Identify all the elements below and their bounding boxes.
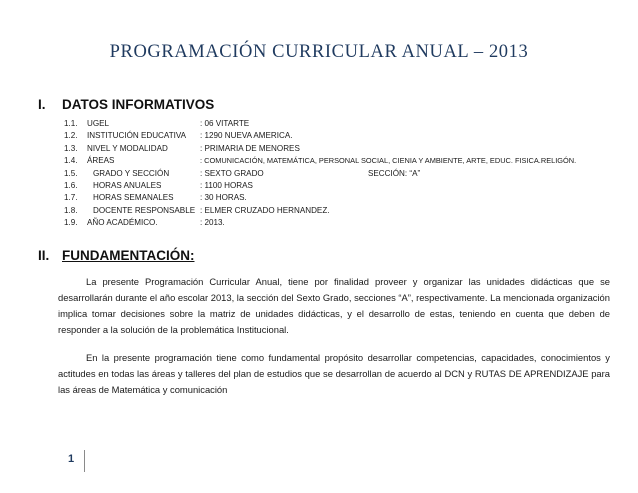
info-number: 1.3. — [64, 143, 78, 153]
info-number: 1.8. — [64, 205, 78, 215]
info-key: UGEL — [87, 119, 110, 128]
info-extra: SECCIÓN: “A” — [368, 168, 421, 178]
info-number: 1.1. — [64, 119, 78, 128]
info-value: : SEXTO GRADO — [200, 168, 264, 178]
info-key: GRADO Y SECCIÓN — [93, 168, 170, 178]
info-number: 1.2. — [64, 131, 78, 141]
info-key: DOCENTE RESPONSABLE — [93, 205, 196, 215]
section-heading-fundamentacion — [38, 248, 194, 263]
info-value: : COMUNICACIÓN, MATEMÁTICA, PERSONAL SOCIAL, CIENIA Y AMBIENTE, ARTE, EDUC. FISICA.RELIGÓN. — [200, 156, 577, 166]
info-key: INSTITUCIÓN EDUCATIVA — [87, 131, 187, 141]
paragraph: La presente Programación Curricular Anual, tiene por finalidad proveer y organizar las unidades didácticas que se desarrollarán durante el año escolar 2013, la sección del Sexto Grado, secciones “A”, respectivamente. La mencionada organización implica tomar decisiones sobre la matriz de unidades didácticas, y el desarrollo de estas, teniendo en cuenta que deben de responder a la solución de la problemática Institucional. — [58, 276, 610, 335]
paragraph: En la presente programación tiene como fundamental propósito desarrollar competencias, capacidades, conocimientos y actitudes en todas las áreas y talleres del plan de estudios que se desarrollan de acuerdo al DCN y RUTAS DE APRENDIZAJE para las áreas de Matemática y comunicación — [58, 352, 610, 395]
section-heading-datos — [38, 97, 214, 112]
info-value: : 1100 HORAS — [200, 180, 253, 190]
document-title: PROGRAMACIÓN CURRICULAR ANUAL – 2013 — [109, 42, 529, 62]
section-label: FUNDAMENTACIÓN: — [62, 248, 195, 263]
info-number: 1.6. — [64, 180, 78, 190]
info-number: 1.9. — [64, 218, 78, 228]
info-key: HORAS SEMANALES — [93, 193, 174, 203]
info-key: HORAS ANUALES — [93, 180, 162, 190]
info-value: : 30 HORAS. — [200, 193, 247, 203]
info-number: 1.7. — [64, 193, 78, 203]
info-value: : PRIMARIA DE MENORES — [200, 143, 300, 153]
info-key: AÑO ACADÉMICO. — [87, 218, 158, 228]
section-label: DATOS INFORMATIVOS — [62, 97, 215, 112]
info-number: 1.5. — [64, 168, 78, 178]
info-key: ÁREAS — [87, 156, 115, 166]
page-number: 1 — [68, 453, 75, 465]
info-value: : ELMER CRUZADO HERNANDEZ. — [200, 205, 330, 215]
info-number: 1.4. — [64, 156, 78, 166]
info-value: : 06 VITARTE — [200, 119, 250, 128]
info-key: NIVEL Y MODALIDAD — [87, 143, 168, 153]
section-number: I. — [38, 97, 46, 112]
footer-divider — [84, 450, 85, 472]
info-value: : 1290 NUEVA AMERICA. — [200, 131, 293, 141]
info-value: : 2013. — [200, 218, 225, 228]
section-number: II. — [38, 248, 50, 263]
